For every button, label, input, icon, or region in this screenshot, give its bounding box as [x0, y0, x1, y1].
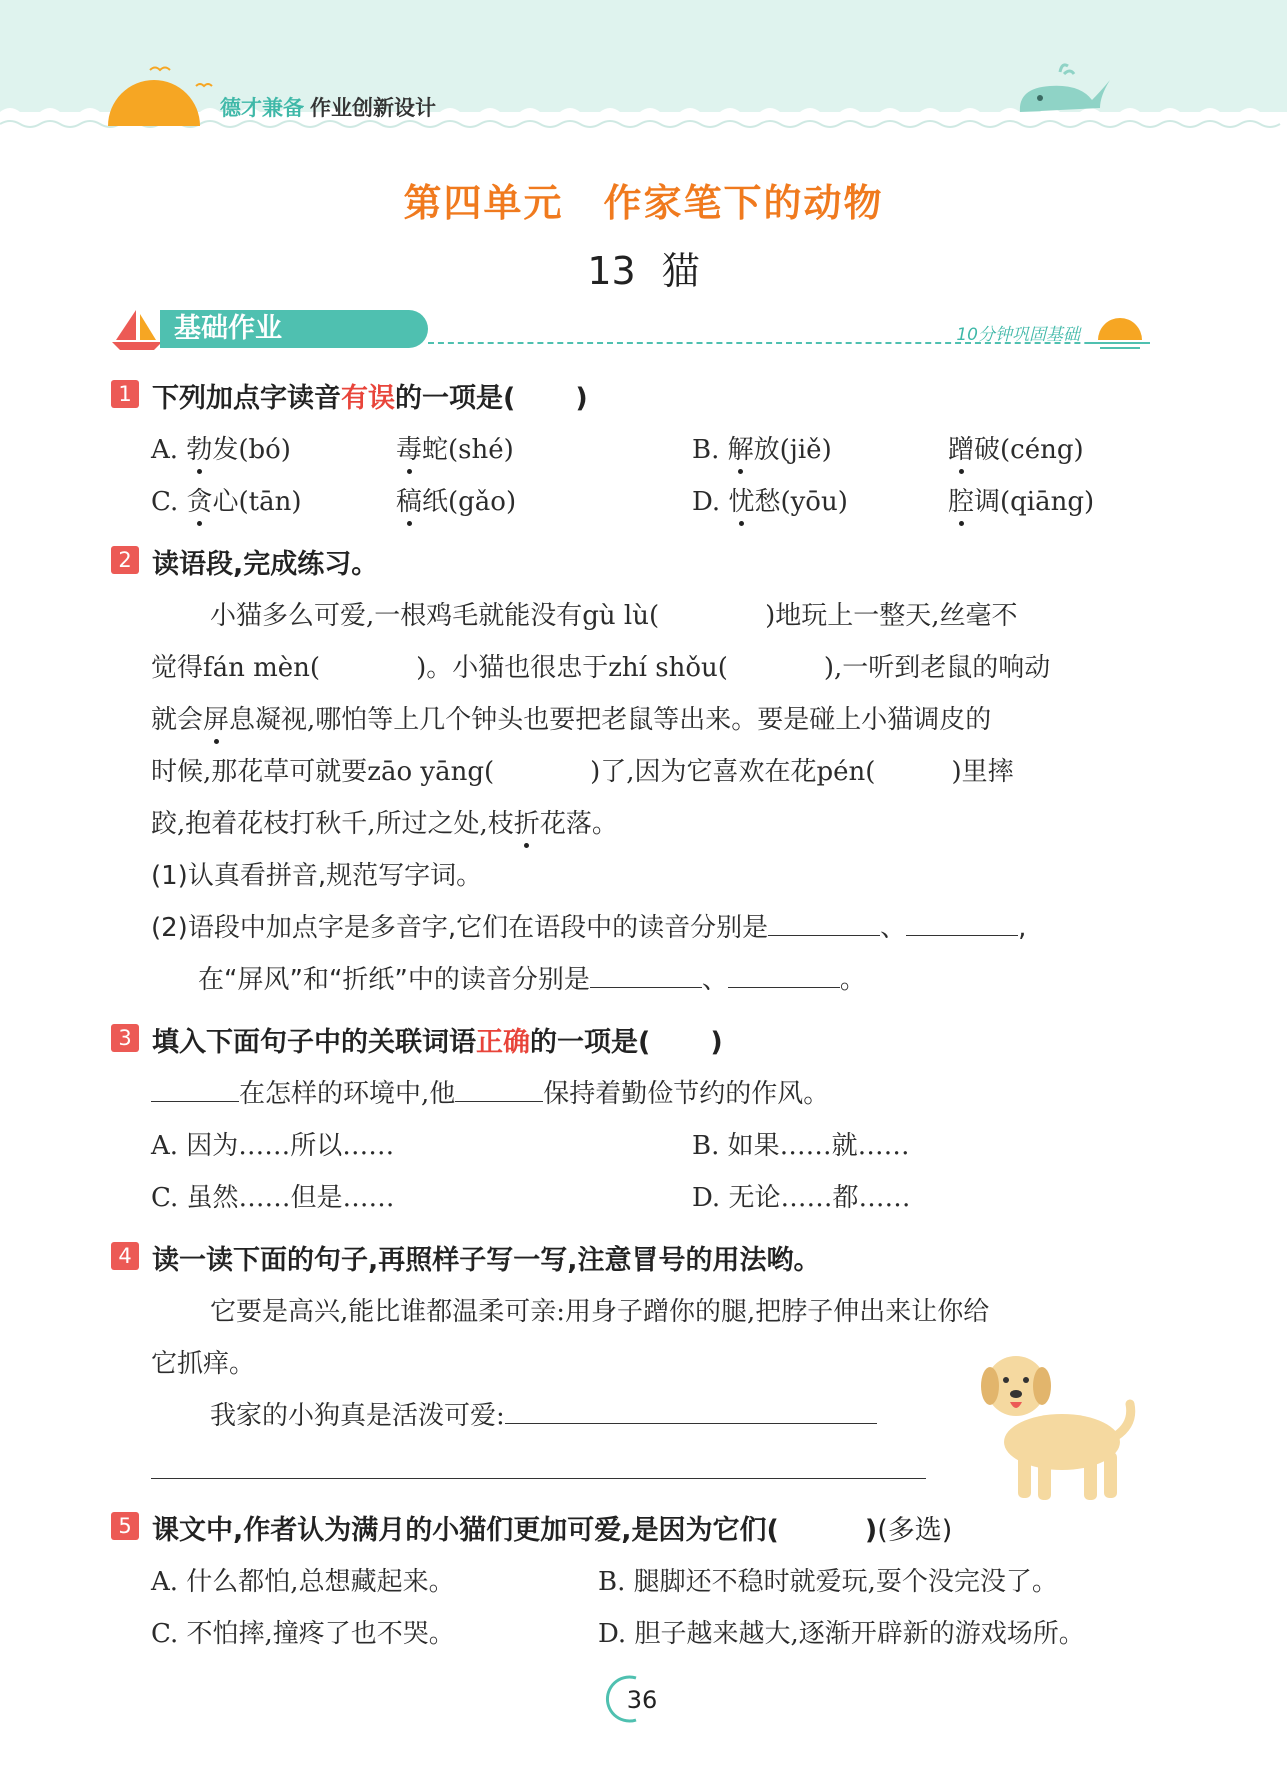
question-2-number: 2	[111, 546, 139, 574]
q1-stem-text-2: 的一项是(	[395, 383, 516, 414]
q1-option-c[interactable]: C. 贪心(tān)	[151, 487, 302, 517]
q5-option-b[interactable]: B. 腿脚还不稳时就爱玩,耍个没完没了。	[598, 1567, 1058, 1597]
q1-option-b[interactable]: B. 解放(jiě)	[692, 435, 832, 465]
unit-number: 第四单元	[403, 181, 564, 225]
q2-passage-line-3: 就会屏息凝视,哪怕等上几个钟头也要把老鼠等出来。要是碰上小猫调皮的	[151, 705, 992, 735]
q4-prompt: 我家的小狗真是活泼可爱:	[210, 1395, 877, 1432]
dotted-char: 折	[513, 809, 540, 839]
q1-option-d[interactable]: D. 忧愁(yōu)	[692, 487, 848, 517]
q2-passage-line-5: 跤,抱着花枝打秋千,所过之处,枝折花落。	[151, 809, 618, 839]
brand-text	[220, 92, 436, 122]
unit-title	[0, 172, 1287, 227]
dotted-char: 屏	[203, 705, 230, 735]
dotted-char: 忧	[728, 487, 755, 517]
section-label: 基础作业	[160, 310, 428, 348]
q3-option-c[interactable]: C. 虽然……但是……	[151, 1183, 395, 1213]
q1-option-b-2: 蹭破(céng)	[948, 435, 1084, 465]
q5-option-a[interactable]: A. 什么都怕,总想藏起来。	[151, 1567, 455, 1597]
brand-name: 德才兼备	[220, 96, 304, 120]
q1-stem-paren: )	[575, 383, 588, 414]
q3-sentence: 在怎样的环境中,他 保持着勤俭节约的作风。	[151, 1073, 829, 1110]
dotted-char: 勃	[186, 435, 213, 465]
question-4-number: 4	[111, 1242, 139, 1270]
q1-stem-highlight: 有误	[341, 383, 395, 414]
q1-option-a-2: 毒蛇(shé)	[396, 435, 514, 465]
q2-subquestion-2: (2)语段中加点字是多音字,它们在语段中的读音分别是 、 ,	[151, 913, 1027, 943]
q2-passage-line-4: 时候,那花草可就要zāo yāng( )了,因为它喜欢在花pén( )里摔	[151, 757, 1014, 787]
answer-line[interactable]	[505, 1399, 877, 1424]
answer-blank[interactable]	[151, 1077, 239, 1102]
dotted-char: 毒	[396, 435, 423, 465]
brand-subtitle: 作业创新设计	[310, 96, 436, 120]
lesson-number: 13	[587, 249, 636, 293]
question-3-stem: 填入下面句子中的关联词语正确的一项是( )	[152, 1027, 723, 1058]
header-wave-background	[0, 0, 1287, 150]
section-header	[110, 306, 1150, 352]
question-4-stem: 读一读下面的句子,再照样子写一写,注意冒号的用法哟。	[152, 1245, 821, 1276]
answer-blank[interactable]	[590, 963, 702, 988]
lesson-name: 猫	[661, 249, 700, 293]
q3-stem-highlight: 正确	[476, 1027, 530, 1058]
answer-blank[interactable]	[768, 911, 880, 936]
dog-illustration	[966, 1340, 1136, 1510]
q5-option-c[interactable]: C. 不怕摔,撞疼了也不哭。	[151, 1619, 455, 1649]
question-3-number: 3	[111, 1024, 139, 1052]
question-5-number: 5	[111, 1512, 139, 1540]
q2-subquestion-2-cont: 在“屏风”和“折纸”中的读音分别是 、 。	[198, 965, 866, 995]
q4-example-line-2: 它抓痒。	[151, 1349, 256, 1379]
q1-option-a[interactable]: A. 勃发(bó)	[151, 435, 291, 465]
q3-option-d[interactable]: D. 无论……都……	[692, 1183, 911, 1213]
q1-option-c-2: 稿纸(gǎo)	[396, 487, 517, 517]
q1-option-d-2: 腔调(qiāng)	[948, 487, 1095, 517]
lesson-title	[0, 240, 1287, 295]
dotted-char: 腔	[948, 487, 975, 517]
q3-option-b[interactable]: B. 如果……就……	[692, 1131, 910, 1161]
answer-line[interactable]	[151, 1478, 926, 1479]
page-number: 36	[626, 1686, 658, 1714]
q2-passage-line-2: 觉得fán mèn( )。小猫也很忠于zhí shǒu( ),一听到老鼠的响动	[151, 653, 1051, 683]
question-2-stem: 读语段,完成练习。	[152, 549, 379, 580]
q4-example-line-1: 它要是高兴,能比谁都温柔可亲:用身子蹭你的腿,把脖子伸出来让你给	[210, 1297, 990, 1327]
q5-option-d[interactable]: D. 胆子越来越大,逐渐开辟新的游戏场所。	[598, 1619, 1085, 1649]
q3-option-a[interactable]: A. 因为……所以……	[151, 1131, 395, 1161]
answer-blank[interactable]	[728, 963, 840, 988]
dotted-char: 贪	[186, 487, 213, 517]
page-header	[0, 0, 1287, 150]
section-time-note: 10分钟巩固基础	[956, 325, 1080, 345]
dotted-char: 稿	[396, 487, 423, 517]
q1-stem-text: 下列加点字读音	[152, 383, 341, 414]
q2-subquestion-1: (1)认真看拼音,规范写字词。	[151, 861, 483, 891]
sunset-icon	[1090, 310, 1150, 350]
answer-blank[interactable]	[455, 1077, 543, 1102]
q5-multi-choice-note: (多选)	[877, 1515, 953, 1546]
dotted-char: 解	[727, 435, 754, 465]
question-5-stem: 课文中,作者认为满月的小猫们更加可爱,是因为它们( )(多选)	[152, 1515, 953, 1546]
unit-name: 作家笔下的动物	[603, 181, 884, 225]
question-1-stem	[152, 376, 588, 415]
answer-blank[interactable]	[906, 911, 1018, 936]
q2-passage-line-1: 小猫多么可爱,一根鸡毛就能没有gù lù( )地玩上一整天,丝毫不	[210, 601, 1018, 631]
dotted-char: 蹭	[948, 435, 975, 465]
question-1-number: 1	[111, 380, 139, 408]
